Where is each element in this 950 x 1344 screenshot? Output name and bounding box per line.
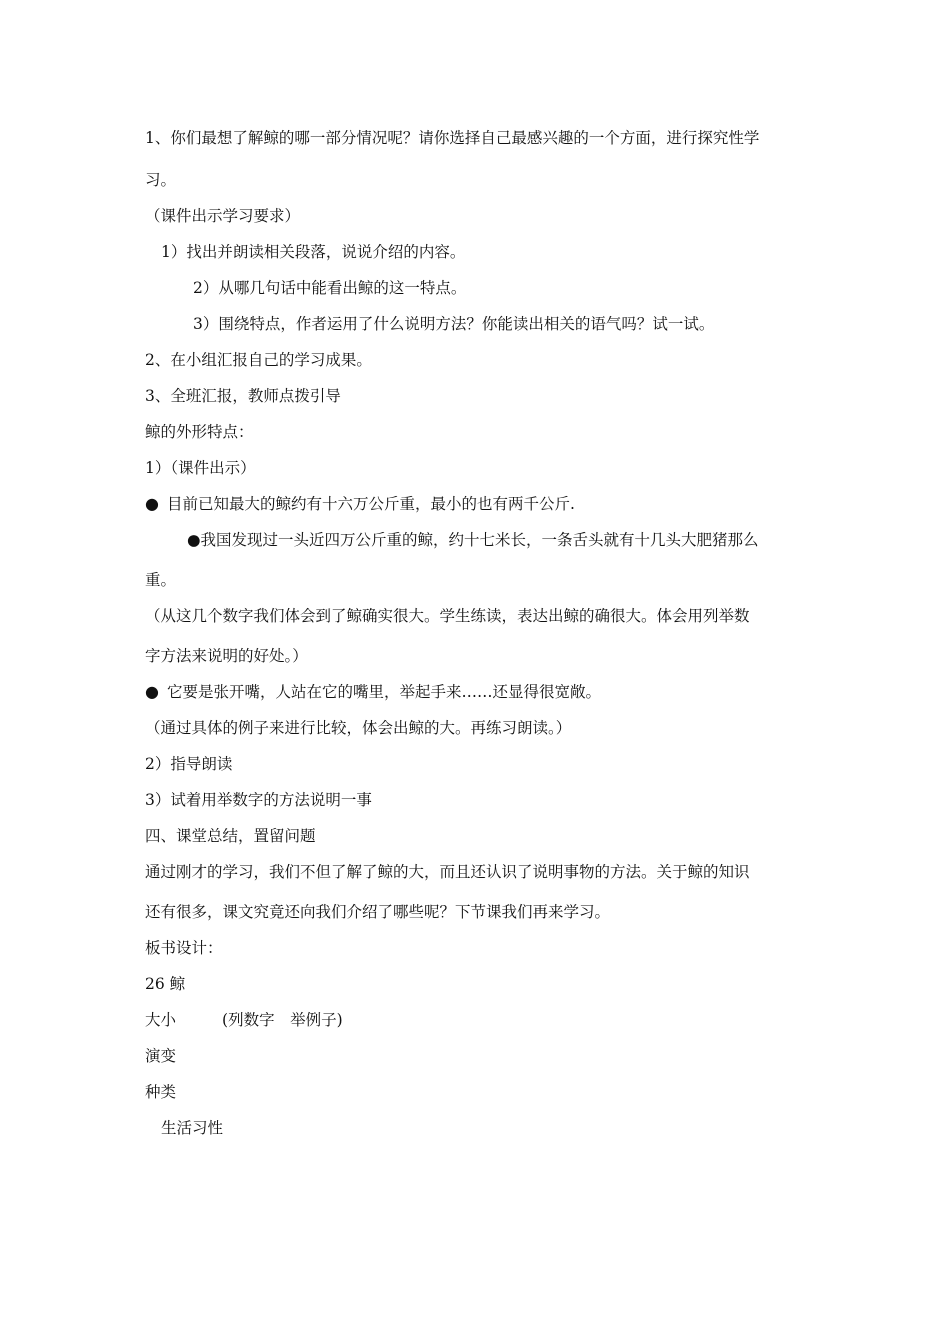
text-line-18: 2）指导朗读: [145, 755, 233, 773]
text-line-1: 1、你们最想了解鲸的哪一部分情况呢？请你选择自己最感兴趣的一个方面，进行探究性学: [145, 129, 760, 147]
text-line-22: 还有很多，课文究竟还向我们介绍了哪些呢？下节课我们再来学习。: [145, 903, 611, 921]
text-line-12: ●我国发现过一头近四万公斤重的鲸，约十七米长，一条舌头就有十几头大肥猪那么: [187, 531, 759, 549]
bullet-icon: ●: [145, 682, 159, 701]
text-line-11: [145, 494, 575, 514]
board-item-size: 大小: [145, 1011, 177, 1029]
text-line-6: 3）围绕特点，作者运用了什么说明方法？你能读出相关的语气吗？试一试。: [193, 315, 715, 333]
text-line-25: [145, 1010, 343, 1030]
text-line-23: 板书设计：: [145, 939, 223, 957]
bullet-icon: ●: [145, 494, 159, 513]
text-line-9: 鲸的外形特点：: [145, 423, 254, 441]
text-line-26: 演变: [145, 1047, 177, 1065]
text-line-10: 1）（课件出示）: [145, 459, 256, 477]
text-line-24: 26 鲸: [145, 975, 186, 993]
text-line-20: 四、课堂总结，置留问题: [145, 827, 316, 845]
text-line-19: 3）试着用举数字的方法说明一事: [145, 791, 372, 809]
text-line-13: 重。: [145, 571, 177, 589]
text-line-27: 种类: [145, 1083, 177, 1101]
text-line-5: 2）从哪几句话中能看出鲸的这一特点。: [193, 279, 467, 297]
text-line-16-content: 它要是张开嘴，人站在它的嘴里，举起手来……还显得很宽敞。: [167, 683, 602, 701]
text-line-11-content: 目前已知最大的鲸约有十六万公斤重，最小的也有两千公斤.: [167, 495, 575, 513]
text-line-17: （通过具体的例子来进行比较，体会出鲸的大。再练习朗读。）: [145, 719, 572, 737]
text-line-8: 3、全班汇报，教师点拨引导: [145, 387, 341, 405]
text-line-3: （课件出示学习要求）: [145, 207, 301, 225]
text-line-2: 习。: [145, 171, 177, 189]
board-item-methods: (列数字 举例子): [222, 1011, 343, 1029]
text-line-15: 字方法来说明的好处。）: [145, 647, 308, 665]
text-line-21: 通过刚才的学习，我们不但了解了鲸的大，而且还认识了说明事物的方法。关于鲸的知识: [145, 863, 750, 881]
text-line-28: 生活习性: [161, 1119, 224, 1137]
text-line-7: 2、在小组汇报自己的学习成果。: [145, 351, 372, 369]
text-line-16: [145, 682, 601, 702]
text-line-4: 1）找出并朗读相关段落，说说介绍的内容。: [161, 243, 466, 261]
text-line-14: （从这几个数字我们体会到了鲸确实很大。学生练读，表达出鲸的确很大。体会用列举数: [145, 607, 750, 625]
